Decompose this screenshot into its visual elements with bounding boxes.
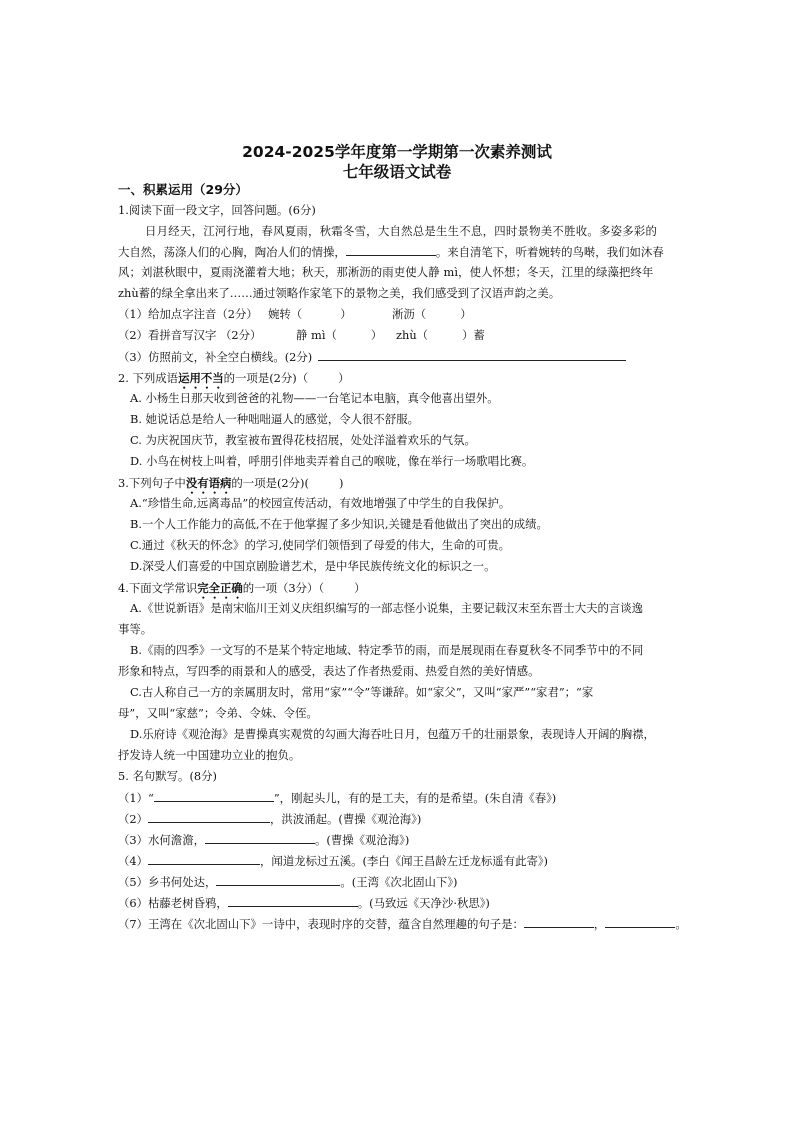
q5-blank[interactable] (205, 833, 315, 844)
q1-passage-line: 风；刘湛秋眼中，夏雨浇灌着大地；秋天，那淅沥的雨吏使人静 mì，使人怀想；冬天，江里的绿藻把终年 (118, 265, 654, 279)
q4-option-a-cont: 事等。 (118, 622, 153, 636)
q1-sub2: （2）看拼音写汉字 （2分） (118, 328, 262, 342)
q4-option-c-cont: 母”，又叫“家慈”；令弟、令妹、令侄。 (118, 706, 318, 720)
q5-blank[interactable] (605, 917, 675, 928)
q5-blank[interactable] (524, 917, 594, 928)
q2-option: B. 她说话总是给人一种咄咄逼人的感觉，令人很不舒服。 (130, 412, 419, 426)
q2-prompt: 2. 下列成语运用不当的一项是(2分)（ ） (118, 371, 350, 385)
q4-option-b: B.《雨的四季》一文写的不是某个特定地域、特定季节的雨，而是展现雨在春夏秋冬不同季节中的不同 (130, 643, 644, 657)
q2-option: C. 为庆祝国庆节，教室被布置得花枝招展，处处洋溢着欢乐的气氛。 (130, 433, 476, 447)
q4-option-b-cont: 形象和特点，写四季的雨景和人的感受，表达了作者热爱雨、热爱自然的美好情感。 (118, 664, 540, 678)
q4-option-a: A.《世说新语》是南宋临川王刘义庆组织编写的一部志怪小说集，主要记载汉末至东晋士大夫的言谈逸 (130, 601, 644, 615)
q5-blank[interactable] (216, 875, 340, 886)
q5-prompt: 5. 名句默写。(8分) (118, 769, 217, 783)
q1-passage-line: zhù蓄的绿全拿出来了……通过领略作家笔下的景物之美，我们感受到了汉语声韵之美。 (118, 286, 561, 300)
q5-item: （1）“ ”，刚起头儿，有的是工夫，有的是希望。(朱自清《春》) (118, 791, 557, 805)
q1-sub2-word2: zhù（ ）蓄 (396, 328, 485, 342)
q5-blank[interactable] (154, 791, 274, 802)
q5-blank[interactable] (148, 854, 260, 865)
q5-blank[interactable] (228, 896, 358, 907)
q4-option-c: C.古人称自己一方的亲属朋友时，常用“家”“令”等谦辞。如“家父”，又叫“家严”“家君”；“家 (130, 685, 594, 699)
q4-prompt: 4.下面文学常识完全正确的一项（3分）（ ） (118, 581, 366, 595)
exam-subtitle: 七年级语文试卷 (342, 163, 452, 181)
q3-option: D.深受人们喜爱的中国京剧脸谱艺术，是中华民族传统文化的标识之一。 (130, 559, 496, 573)
q1-passage-line: 大自然，荡涤人们的心胸，陶冶人们的情操， 。来自清笔下，听着婉转的鸟啭，我们如沐春 (118, 245, 664, 259)
q1-sub3-blank[interactable] (318, 350, 626, 361)
q2-option: A. 小杨生日那天收到爸爸的礼物——一台笔记本电脑，真令他喜出望外。 (130, 391, 499, 405)
section-heading: 一、积累运用（29分） (118, 182, 248, 197)
q3-option: A.“珍惜生命,远离毒品”的校园宣传活动，有效地增强了中学生的自我保护。 (130, 496, 511, 510)
q3-option: B.一个人工作能力的高低,不在于他掌握了多少知识,关键是看他做出了突出的成绩。 (130, 517, 548, 531)
q1-sub1: （1）给加点字注音（2分） (118, 307, 258, 321)
q3-option: C.通过《秋天的怀念》的学习,使同学们领悟到了母爱的伟大，生命的可贵。 (130, 538, 511, 552)
q3-prompt: 3.下列句子中没有语病的一项是(2分)( ) (118, 476, 344, 490)
q5-item: （7）王湾在《次北固山下》一诗中，表现时序的交替，蕴含自然理趣的句子是： ， 。 (118, 917, 687, 931)
q1-passage-line: 日月经天，江河行地，春风夏雨，秋霜冬雪，大自然总是生生不息，四时景物美不胜收。多姿多彩的 (145, 224, 658, 238)
q5-item: （5）乡书何处达， 。(王湾《次北固山下》) (118, 875, 458, 889)
q1-fill-blank[interactable] (346, 245, 436, 256)
q4-option-d-cont: 抒发诗人统一中国建功立业的抱负。 (118, 748, 301, 762)
q5-item: （4） ，闻道龙标过五溪。(李白《闻王昌龄左迁龙标遥有此寄》) (118, 854, 548, 868)
q2-option: D. 小鸟在树枝上叫着，呼朋引伴地卖弄着自己的喉咙，像在举行一场歌唱比赛。 (130, 454, 534, 468)
q1-sub1-word2: 淅沥（ ） (392, 307, 472, 321)
q1-sub1-word1: 婉转（ ） (268, 307, 352, 321)
q5-item: （6）枯藤老树昏鸦， 。(马致远《天净沙·秋思》) (118, 896, 490, 910)
q1-sub3: （3）仿照前文，补全空白横线。(2分) (118, 350, 626, 364)
q5-blank[interactable] (148, 812, 270, 823)
q5-item: （3）水何澹澹， 。(曹操《观沧海》) (118, 833, 410, 847)
q4-option-d: D.乐府诗《观沧海》是曹操真实观赏的勾画大海吞吐日月，包蕴万千的壮丽景象，表现诗人开阔的胸襟， (130, 727, 655, 741)
exam-title: 2024-2025学年度第一学期第一次素养测试 (242, 143, 552, 161)
q1-sub2-word1: 静 mì（ ） (296, 328, 383, 342)
q5-item: （2） ，洪波涌起。(曹操《观沧海》) (118, 812, 422, 826)
q1-prompt: 1.阅读下面一段文字，回答问题。(6分) (118, 203, 316, 217)
